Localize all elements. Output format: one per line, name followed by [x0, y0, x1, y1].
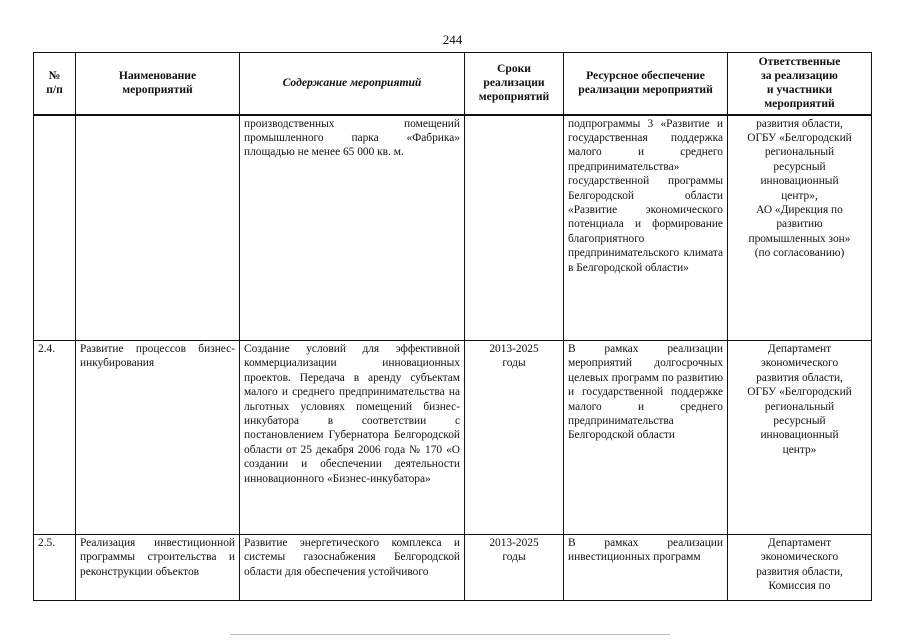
header-responsible: Ответственные за реализацию и участники мероприятий	[728, 53, 872, 115]
row-num: 2.4.	[34, 341, 76, 535]
row-resources: В рамках реализации инвестиционных программ	[564, 535, 728, 601]
row-responsible: Департамент экономического развития области, Комиссия по	[728, 535, 872, 601]
page-number: 244	[442, 32, 463, 47]
row-content: Развитие энергетического комплекса и системы газоснабжения Белгородской области для обеспечения устойчивого	[240, 535, 465, 601]
row-resources: подпрограммы 3 «Развитие и государственная поддержка малого и среднего предпринимательства» государственной программы Белгородской области «Развитие экономического потенциала и формирование благоприятного предпринимательского климата в Белгородской области»	[564, 115, 728, 341]
row-name: Реализация инвестиционной программы строительства и реконструкции объектов	[76, 535, 240, 601]
table-row	[34, 341, 872, 535]
table-row	[34, 115, 872, 341]
row-num: 2.5.	[34, 535, 76, 601]
header-resources: Ресурсное обеспечение реализации мероприятий	[564, 53, 728, 115]
scan-edge-line	[230, 634, 670, 635]
events-table	[33, 52, 872, 601]
row-terms	[465, 115, 564, 341]
row-responsible: Департамент экономического развития области, ОГБУ «Белгородский региональный ресурсный инновационный центр»	[728, 341, 872, 535]
row-terms: 2013-2025 годы	[465, 341, 564, 535]
row-terms: 2013-2025 годы	[465, 535, 564, 601]
table-header-row	[34, 53, 872, 115]
header-num: № п/п	[34, 53, 76, 115]
header-terms: Сроки реализации мероприятий	[465, 53, 564, 115]
row-name: Развитие процессов бизнес-инкубирования	[76, 341, 240, 535]
row-content: Создание условий для эффективной коммерциализации инновационных проектов. Передача в аренду субъектам малого и среднего предпринимательства на льготных условиях помещений бизнес-инкубатора в соответствии с постановлением Губернатора Белгородской области от 25 декабря 2006 года № 170 «О создании и обеспечении деятельности инновационного «Бизнес-инкубатора»	[240, 341, 465, 535]
header-content: Содержание мероприятий	[240, 53, 465, 115]
row-name	[76, 115, 240, 341]
row-num	[34, 115, 76, 341]
row-responsible: развития области, ОГБУ «Белгородский региональный ресурсный инновационный центр», АО «Дирекция по развитию промышленных зон» (по согласованию)	[728, 115, 872, 341]
table-row	[34, 535, 872, 601]
header-name: Наименование мероприятий	[76, 53, 240, 115]
row-content: производственных помещений промышленного парка «Фабрика» площадью не менее 65 000 кв. м.	[240, 115, 465, 341]
row-resources: В рамках реализации мероприятий долгосрочных целевых программ по развитию и государственной поддержке малого и среднего предпринимательства Белгородской области	[564, 341, 728, 535]
